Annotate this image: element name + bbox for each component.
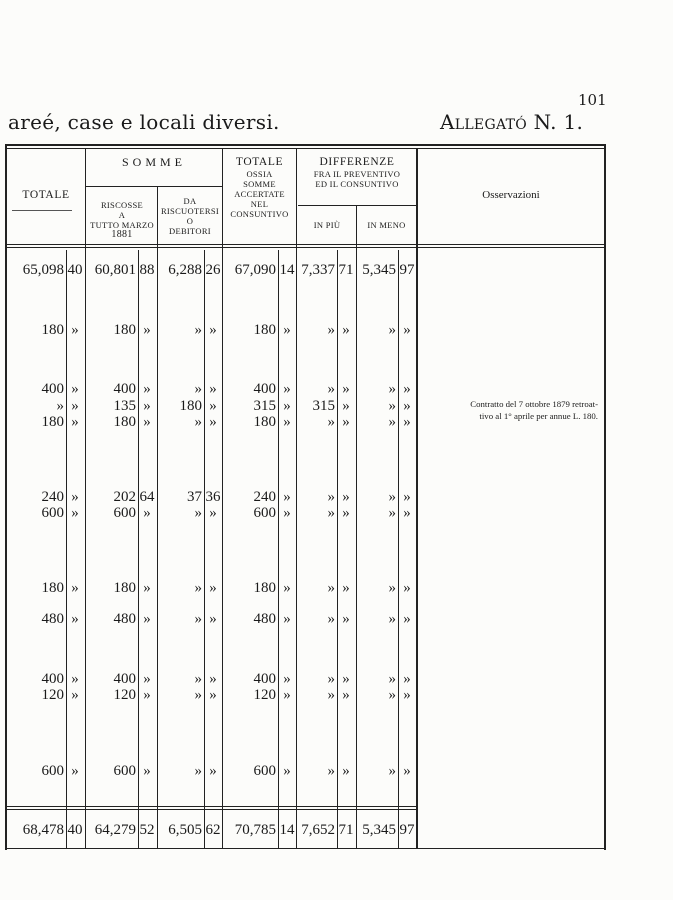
- cell-rc: »: [143, 580, 151, 596]
- cell-totale: 400: [41, 671, 64, 687]
- cell-acc: 400: [253, 381, 276, 397]
- cell-da: »: [194, 687, 202, 703]
- cell-totale: 180: [41, 322, 64, 338]
- cell-tc: »: [71, 414, 79, 430]
- cell-ac: »: [283, 489, 291, 505]
- cell-acc: 600: [253, 763, 276, 779]
- cell-rc: »: [143, 763, 151, 779]
- cell-tc: »: [71, 381, 79, 397]
- header-bottom-rule-2: [5, 247, 605, 248]
- totale-rule: [12, 210, 72, 211]
- cell-tc: »: [71, 398, 79, 414]
- table-top-border-inner: [5, 148, 605, 149]
- cell-dc: »: [209, 611, 217, 627]
- cell-totale: 180: [41, 414, 64, 430]
- col-line-left: [5, 144, 7, 850]
- cell-risc: 135: [113, 398, 136, 414]
- cell-totale: 480: [41, 611, 64, 627]
- cell-tc: »: [71, 580, 79, 596]
- cell-ac: »: [283, 580, 291, 596]
- cell-meno: »: [388, 671, 396, 687]
- cell-pc: »: [342, 489, 350, 505]
- cell-risc: 600: [113, 763, 136, 779]
- cell-ac: »: [283, 763, 291, 779]
- cell-dc: 36: [205, 489, 221, 505]
- cell-risc: 400: [113, 381, 136, 397]
- cell-piu: »: [327, 381, 335, 397]
- observation-note-line: Contratto del 7 ottobre 1879 retroat-: [470, 399, 598, 409]
- col-line-right: [604, 144, 606, 850]
- col-line-totale-right: [85, 148, 86, 848]
- col-line-meno-cents: [398, 250, 399, 848]
- cell-risc: 600: [113, 505, 136, 521]
- cell-tc: 40: [67, 822, 83, 838]
- cell-acc: 315: [253, 398, 276, 414]
- cell-risc: 180: [113, 322, 136, 338]
- cell-dc: »: [209, 322, 217, 338]
- cell-piu: »: [327, 414, 335, 430]
- header-da-line: O: [186, 216, 194, 226]
- cell-risc: 60,801: [94, 262, 136, 278]
- cell-pc: »: [342, 671, 350, 687]
- cell-ac: 14: [279, 822, 295, 838]
- cell-totale: »: [56, 398, 64, 414]
- header-acc-line: OSSIA: [246, 169, 273, 179]
- cell-ac: »: [283, 414, 291, 430]
- cell-risc: 180: [113, 414, 136, 430]
- cell-ac: »: [283, 505, 291, 521]
- header-acc-line: ACCERTATE: [234, 189, 285, 199]
- cell-pc: »: [342, 398, 350, 414]
- cell-rc: »: [143, 381, 151, 397]
- cell-meno: »: [388, 505, 396, 521]
- header-riscosse-line: 1881: [111, 229, 133, 240]
- cell-pc: »: [342, 580, 350, 596]
- cell-tc: »: [71, 611, 79, 627]
- cell-meno: 5,345: [362, 262, 396, 278]
- cell-tc: »: [71, 671, 79, 687]
- col-line-piu-right: [356, 205, 357, 848]
- col-line-acc-cents: [278, 250, 279, 848]
- cell-mc: »: [403, 687, 411, 703]
- cell-ac: »: [283, 322, 291, 338]
- header-da-line: DA: [183, 196, 197, 206]
- cell-rc: »: [143, 505, 151, 521]
- header-riscosse-line: TUTTO MARZO: [90, 220, 154, 230]
- cell-totale: 600: [41, 505, 64, 521]
- cell-da: »: [194, 611, 202, 627]
- cell-piu: »: [327, 687, 335, 703]
- cell-mc: »: [403, 381, 411, 397]
- cell-acc: 180: [253, 322, 276, 338]
- cell-risc: 400: [113, 671, 136, 687]
- col-line-risc-cents: [138, 250, 139, 848]
- differenze-rule: [298, 205, 416, 206]
- cell-meno: »: [388, 763, 396, 779]
- cell-dc: »: [209, 687, 217, 703]
- cell-pc: »: [342, 414, 350, 430]
- col-line-totale-cents: [66, 250, 67, 848]
- cell-acc: 400: [253, 671, 276, 687]
- header-acc-line: TOTALE: [235, 156, 284, 168]
- cell-piu: 7,337: [301, 262, 335, 278]
- cell-acc: 180: [253, 414, 276, 430]
- cell-mc: »: [403, 398, 411, 414]
- header-osservazioni: Osservazioni: [482, 189, 540, 201]
- cell-ac: 14: [279, 262, 295, 278]
- cell-da: »: [194, 763, 202, 779]
- cell-ac: »: [283, 611, 291, 627]
- cell-dc: »: [209, 414, 217, 430]
- cell-da: 6,505: [168, 822, 202, 838]
- cell-dc: »: [209, 580, 217, 596]
- cell-totale: 240: [41, 489, 64, 505]
- cell-tc: »: [71, 489, 79, 505]
- cell-risc: 64,279: [94, 822, 136, 838]
- cell-acc: 70,785: [234, 822, 276, 838]
- cell-mc: »: [403, 671, 411, 687]
- cell-meno: »: [388, 414, 396, 430]
- cell-piu: »: [327, 322, 335, 338]
- cell-totale: 600: [41, 763, 64, 779]
- header-differenze: [298, 155, 416, 189]
- cell-meno: »: [388, 381, 396, 397]
- cell-meno: »: [388, 322, 396, 338]
- header-riscosse-line: RISCOSSE: [100, 200, 144, 210]
- cell-da: »: [194, 671, 202, 687]
- cell-rc: 52: [139, 822, 155, 838]
- cell-mc: »: [403, 505, 411, 521]
- cell-piu: »: [327, 580, 335, 596]
- cell-acc: 480: [253, 611, 276, 627]
- cell-tc: »: [71, 505, 79, 521]
- cell-pc: »: [342, 322, 350, 338]
- header-diff-line: DIFFERENZE: [319, 156, 395, 168]
- cell-rc: »: [143, 414, 151, 430]
- cell-da: 37: [187, 489, 202, 505]
- cell-pc: 71: [338, 262, 354, 278]
- cell-rc: »: [143, 611, 151, 627]
- header-bottom-rule: [5, 244, 605, 245]
- cell-tc: »: [71, 322, 79, 338]
- cell-da: »: [194, 322, 202, 338]
- cell-mc: »: [403, 611, 411, 627]
- cell-rc: »: [143, 687, 151, 703]
- header-riscosse-line: A: [118, 210, 126, 220]
- header-da-riscuotersi: [158, 196, 222, 236]
- cell-acc: 180: [253, 580, 276, 596]
- cell-mc: 97: [399, 822, 415, 838]
- header-totale-accertate: [223, 155, 296, 219]
- cell-piu: »: [327, 763, 335, 779]
- cell-risc: 180: [113, 580, 136, 596]
- table-bottom-rule: [5, 848, 605, 849]
- cell-tc: »: [71, 687, 79, 703]
- observation-note: [420, 398, 598, 422]
- header-somme: SOMME: [121, 155, 186, 169]
- cell-piu: »: [327, 671, 335, 687]
- cell-meno: »: [388, 580, 396, 596]
- cell-dc: »: [209, 398, 217, 414]
- cell-totale: 68,478: [22, 822, 64, 838]
- cell-piu: 7,652: [301, 822, 335, 838]
- cell-meno: »: [388, 489, 396, 505]
- page-number: 101: [578, 91, 607, 109]
- cell-pc: »: [342, 505, 350, 521]
- cell-meno: 5,345: [362, 822, 396, 838]
- header-diff-line: ED IL CONSUNTIVO: [315, 179, 399, 189]
- header-riscosse: [87, 200, 157, 240]
- cell-risc: 120: [113, 687, 136, 703]
- cell-da: 6,288: [168, 262, 202, 278]
- somme-rule: [85, 186, 222, 187]
- cell-totale: 180: [41, 580, 64, 596]
- cell-dc: 62: [205, 822, 221, 838]
- cell-mc: »: [403, 489, 411, 505]
- cell-acc: 240: [253, 489, 276, 505]
- cell-dc: »: [209, 671, 217, 687]
- cell-da: »: [194, 414, 202, 430]
- cell-pc: »: [342, 763, 350, 779]
- cell-da: »: [194, 505, 202, 521]
- cell-mc: »: [403, 322, 411, 338]
- cell-mc: 97: [399, 262, 415, 278]
- attachment-label: Allegató N. 1.: [440, 110, 584, 134]
- cell-da: 180: [179, 398, 202, 414]
- cell-rc: 64: [139, 489, 155, 505]
- header-in-meno: IN MENO: [367, 220, 406, 230]
- col-line-meno-right: [416, 148, 418, 848]
- cell-dc: »: [209, 381, 217, 397]
- header-diff-line: FRA IL PREVENTIVO: [313, 169, 401, 179]
- cell-rc: »: [143, 671, 151, 687]
- observation-note-line: tivo al 1° aprile per annue L. 180.: [479, 411, 598, 421]
- cell-da: »: [194, 580, 202, 596]
- header-acc-line: CONSUNTIVO: [230, 209, 289, 219]
- cell-ac: »: [283, 381, 291, 397]
- cell-meno: »: [388, 687, 396, 703]
- cell-mc: »: [403, 763, 411, 779]
- cell-pc: »: [342, 381, 350, 397]
- cell-dc: »: [209, 763, 217, 779]
- col-line-da-cents: [204, 250, 205, 848]
- header-acc-line: NEL: [250, 199, 269, 209]
- cell-totale: 65,098: [22, 262, 64, 278]
- cell-meno: »: [388, 398, 396, 414]
- cell-da: »: [194, 381, 202, 397]
- cell-acc: 600: [253, 505, 276, 521]
- header-da-line: DEBITORI: [169, 226, 211, 236]
- cell-rc: »: [143, 322, 151, 338]
- cell-risc: 202: [113, 489, 136, 505]
- page-title: areé, case e locali diversi.: [8, 110, 280, 134]
- cell-mc: »: [403, 580, 411, 596]
- header-in-piu: IN PIÙ: [313, 220, 341, 230]
- cell-risc: 480: [113, 611, 136, 627]
- cell-pc: »: [342, 687, 350, 703]
- col-line-piu-cents: [337, 250, 338, 848]
- cell-ac: »: [283, 398, 291, 414]
- cell-totale: 120: [41, 687, 64, 703]
- header-acc-line: SOMME: [243, 179, 276, 189]
- cell-acc: 120: [253, 687, 276, 703]
- cell-pc: »: [342, 611, 350, 627]
- cell-dc: 26: [205, 262, 221, 278]
- header-da-line: RISCUOTERSI: [160, 206, 220, 216]
- cell-acc: 67,090: [234, 262, 276, 278]
- cell-ac: »: [283, 671, 291, 687]
- cell-tc: 40: [67, 262, 83, 278]
- cell-ac: »: [283, 687, 291, 703]
- cell-piu: »: [327, 505, 335, 521]
- cell-piu: »: [327, 611, 335, 627]
- table-top-border: [5, 144, 605, 146]
- cell-piu: »: [327, 489, 335, 505]
- cell-pc: 71: [338, 822, 354, 838]
- cell-mc: »: [403, 414, 411, 430]
- cell-tc: »: [71, 763, 79, 779]
- cell-piu: 315: [312, 398, 335, 414]
- cell-totale: 400: [41, 381, 64, 397]
- cell-rc: 88: [139, 262, 155, 278]
- header-totale: TOTALE: [22, 189, 70, 201]
- cell-meno: »: [388, 611, 396, 627]
- cell-dc: »: [209, 505, 217, 521]
- cell-rc: »: [143, 398, 151, 414]
